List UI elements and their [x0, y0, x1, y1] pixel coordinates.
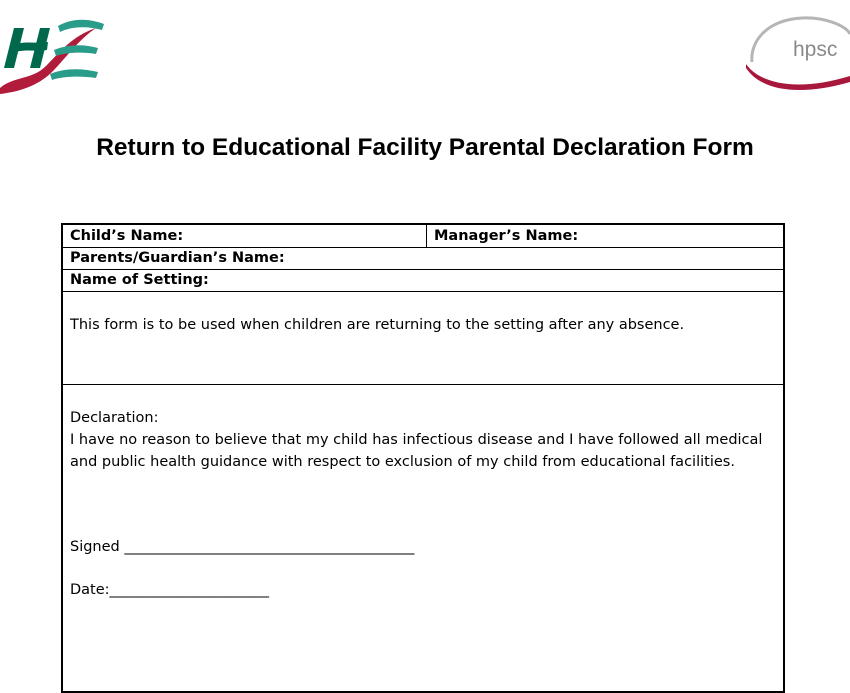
signature-line[interactable]: Signed ________________________________________ — [70, 539, 415, 555]
hpsc-logo-text: hpsc — [793, 38, 838, 61]
info-text: This form is to be used when children are returning to the setting after any absence. — [70, 317, 685, 333]
hse-logo-icon — [0, 6, 110, 98]
manager-name-label: Manager’s Name: — [434, 228, 579, 244]
setting-name-label: Name of Setting: — [70, 272, 209, 288]
declaration-label: Declaration: — [70, 410, 159, 426]
declaration-text: I have no reason to believe that my child has infectious disease and I have followed all medical and public health guidance with respect to exclusion of my child from educational facilities. — [70, 432, 763, 470]
form-row-names — [63, 225, 783, 248]
child-name-field[interactable] — [63, 225, 427, 247]
date-line[interactable]: Date:______________________ — [70, 582, 270, 598]
parents-name-label: Parents/Guardian’s Name: — [70, 250, 285, 266]
child-name-label: Child’s Name: — [70, 228, 184, 244]
page-title: Return to Educational Facility Parental Declaration Form — [96, 134, 754, 161]
info-section — [63, 292, 783, 385]
declaration-section — [63, 385, 783, 601]
manager-name-field[interactable] — [427, 225, 783, 247]
declaration-form — [61, 223, 785, 693]
setting-name-field[interactable] — [63, 270, 783, 292]
parents-name-field[interactable] — [63, 248, 783, 270]
